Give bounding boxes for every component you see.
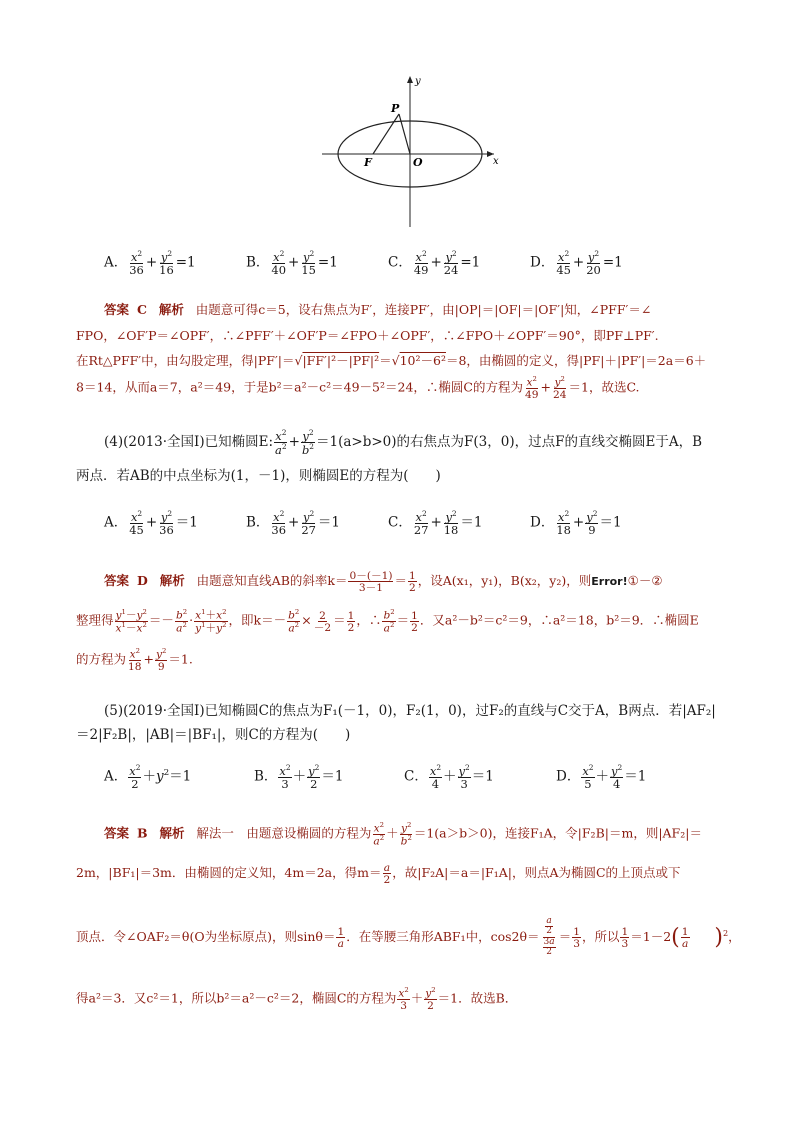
q4-answer-line2: 整理得 $\frac{y^1-y^2}{x^1-x^2}$ ＝－ $\frac{b^2}{a^2}$ · $\frac{x^1+x^2}{y^1+y^2}$ ，即k＝－ $\frac{b^2}{a^2}$ × $\frac{2}{-2}$ ＝ $\frac{1}{2}$ ，∴ $\frac{b^2}{a^2}$ ＝ $\frac{1}{2}$ ．又a²－b²＝c²＝9，∴a²＝18，b²＝9．∴椭圆E — [76, 608, 699, 635]
error-text: Error! — [591, 575, 628, 589]
segment-FP — [373, 114, 399, 154]
q4-option-c: C． $\frac{x^2}{27}$ + $\frac{y^2}{18}$ ＝1 — [388, 509, 483, 537]
segment-PO — [399, 114, 410, 154]
q5-answer-line4: 得a²＝3．又c²＝1，所以b²＝a²－c²＝2，椭圆C的方程为 $\frac{x^2}{3}$ ＋ $\frac{y^2}{2}$ ＝1．故选B． — [76, 986, 518, 1012]
q4-answer-line3: 的方程为 $\frac{x^2}{18}$ + $\frac{y^2}{9}$ ＝1. — [76, 647, 193, 673]
ellipse-figure — [318, 72, 508, 232]
label-P: P — [391, 102, 400, 115]
label-O: O — [413, 156, 423, 169]
q3-answer-line1: 答案 C 解析 由题意可得c＝5，设右焦点为F′，连接PF′，由|OP|＝|OF|＝|OF′|知，∠PFF′＝∠ — [104, 302, 652, 317]
q3-option-c: C． $\frac{x^2}{49}$ + $\frac{y^2}{24}$ =1 — [388, 249, 481, 277]
q5-option-c: C． $\frac{x^2}{4}$ ＋ $\frac{y^2}{3}$ ＝1 — [404, 763, 494, 791]
label-x: x — [493, 156, 499, 167]
label-F: F — [364, 156, 372, 169]
q3-option-b: B． $\frac{x^2}{40}$ + $\frac{y^2}{15}$ =1 — [246, 249, 338, 277]
q5-answer-line2: 2m，|BF₁|＝3m．由椭圆的定义知，4m＝2a，得m＝ $\frac{a}{2}$ ，故|F₂A|＝a＝|F₁A|，则点A为椭圆C的上顶点或下 — [76, 861, 681, 887]
q5-answer-line1: 答案 B 解析 解法一 由题意设椭圆的方程为 $\frac{x^2}{a^2}$ ＋ $\frac{y^2}{b^2}$ ＝1(a＞b＞0)，连接F₁A，令|F₂B|＝m，则|AF₂|＝ — [104, 821, 702, 848]
q5-answer-line3: 顶点．令∠OAF₂＝θ(O为坐标原点)，则sinθ＝ $\frac{1}{a}$ ．在等腰三角形ABF₁中，cos2θ＝ $\frac{\frac{a}{2}}{\frac{3a}{2}}$ ＝ $\frac{1}{3}$ ，所以 $\frac{1}{3}$ ＝1－2( $\frac{1}{a}$ )$^2$， — [76, 916, 741, 958]
q3-option-a: A． $\frac{x^2}{36}$ + $\frac{y^2}{16}$ =1 — [104, 249, 196, 277]
q5-option-d: D． $\frac{x^2}{5}$ ＋ $\frac{y^2}{4}$ ＝1 — [556, 763, 647, 791]
q4-answer-line1: 答案 D 解析 由题意知直线AB的斜率k＝ $\frac{0-(-1)}{3-1}$ ＝ $\frac{1}{2}$ ，设A(x₁，y₁)，B(x₂，y₂)，则Error!①－② — [104, 569, 663, 595]
q4-option-d: D． $\frac{x^2}{18}$ + $\frac{y^2}{9}$ ＝1 — [530, 509, 622, 537]
q4-stem-line2: 两点．若AB的中点坐标为(1，－1)，则椭圆E的方程为( ) — [76, 468, 441, 484]
q3-answer-line4: 8＝14，从而a＝7，a²＝49，于是b²＝a²－c²＝49－5²＝24，∴椭圆C的方程为 $\frac{x^2}{49}$ + $\frac{y^2}{24}$ ＝1，故选C. — [76, 375, 640, 401]
q5-option-b: B． $\frac{x^2}{3}$ ＋ $\frac{y^2}{2}$ ＝1 — [254, 763, 344, 791]
q3-answer-line3: 在Rt△PFF′中，由勾股定理，得|PF′|＝√|FF′|²－|PF|²＝√10²－6²＝8，由椭圆的定义，得|PF|＋|PF′|＝2a＝6＋ — [76, 353, 707, 368]
q5-stem-line1: (5)(2019·全国Ⅰ)已知椭圆C的焦点为F₁(－1，0)，F₂(1，0)，过F₂的直线与C交于A，B两点．若|AF₂| — [104, 703, 716, 719]
q4-option-a: A． $\frac{x^2}{45}$ + $\frac{y^2}{36}$ ＝1 — [104, 509, 198, 537]
q5-option-a: A． $\frac{x^2}{2}$ $+y^2=1$ — [104, 763, 192, 791]
label-y: y — [415, 76, 421, 87]
q5-stem-line2: ＝2|F₂B|，|AB|＝|BF₁|，则C的方程为( ) — [76, 727, 351, 743]
q4-option-b: B． $\frac{x^2}{36}$ + $\frac{y^2}{27}$ ＝1 — [246, 509, 341, 537]
q3-answer-line2: FPO，∠OF′P＝∠OPF′，∴∠PFF′＋∠OF′P＝∠FPO＋∠OPF′，∴∠FPO＋∠OPF′＝90°，即PF⊥PF′. — [76, 328, 659, 343]
q4-stem-line1: (4)(2013·全国Ⅰ)已知椭圆E: $\frac{x^2}{a^2}$ + $\frac{y^2}{b^2}$ ＝1(a>b>0)的右焦点为F(3，0)，过点F的直线交椭圆E于A，B — [104, 428, 703, 457]
q3-option-d: D． $\frac{x^2}{45}$ + $\frac{y^2}{20}$ =1 — [530, 249, 623, 277]
